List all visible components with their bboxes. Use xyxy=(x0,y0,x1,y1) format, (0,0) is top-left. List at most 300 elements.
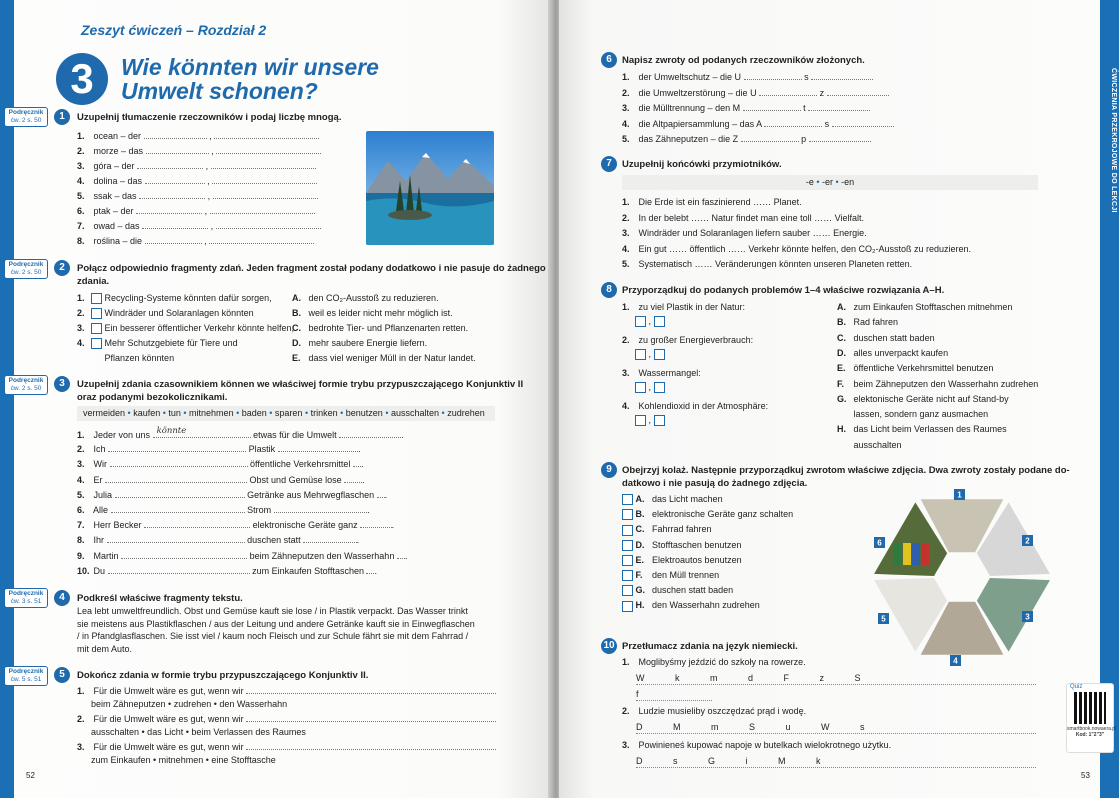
item-number: 3. xyxy=(622,740,630,750)
sentence: Die Erde ist ein faszinierend …… Planet. xyxy=(638,197,802,207)
answer-blank[interactable] xyxy=(209,235,314,244)
list-item xyxy=(622,554,742,566)
quiz-label: Quiz xyxy=(1070,684,1083,690)
answer-blank[interactable] xyxy=(397,550,405,559)
item-letter: C. xyxy=(292,323,301,333)
item-number: 2. xyxy=(622,212,630,223)
answer-blank[interactable] xyxy=(144,519,250,528)
photo-collage xyxy=(872,487,1052,667)
list-item: 7. Herr Becker elektronische Geräte ganz . xyxy=(77,520,395,531)
item-prompt: die Altpapiersammlung – das A xyxy=(638,118,762,129)
item-letter: A. xyxy=(837,302,846,312)
sentence-start: Für die Umwelt wäre es gut, wenn wir xyxy=(93,714,244,724)
solution-item xyxy=(837,316,898,328)
answer-blank[interactable] xyxy=(145,235,202,244)
item-letter: D. xyxy=(292,338,301,348)
item-prompt: góra – der xyxy=(93,161,135,171)
answer-checkbox[interactable] xyxy=(622,570,633,581)
sentence-subject: Ihr xyxy=(93,535,105,546)
sentence-subject: Du xyxy=(93,565,106,576)
ending-item: -er xyxy=(822,177,833,187)
item-number: 1. xyxy=(622,72,630,82)
item-number: 7. xyxy=(77,520,85,531)
answer-blank[interactable] xyxy=(137,160,203,169)
answer-checkbox[interactable] xyxy=(622,494,633,505)
bullet-separator: • xyxy=(833,177,842,187)
list-item: 3. góra – der , xyxy=(77,160,316,172)
item-number: 6. xyxy=(77,505,85,515)
photo-number: 5 xyxy=(881,614,886,624)
sentence-start: Pflanzen könnten xyxy=(104,353,175,363)
problem-text: zu viel Plastik in der Natur: xyxy=(638,302,746,312)
ending-item: -en xyxy=(841,177,855,187)
answer-blank[interactable] xyxy=(827,87,889,96)
answer-checkbox[interactable] xyxy=(654,415,665,426)
solution-item xyxy=(837,423,1007,435)
answer-blank[interactable] xyxy=(808,102,870,111)
item-number: 8. xyxy=(77,535,85,546)
word-bank-item: ausschalten xyxy=(390,408,440,418)
answer-blank[interactable] xyxy=(111,504,245,513)
list-item xyxy=(622,87,889,99)
answer-blank[interactable] xyxy=(832,118,894,127)
sentence-start: Recycling-Systeme könnten dafür sorgen, xyxy=(104,293,272,303)
solution-text: alles unverpackt kaufen xyxy=(853,347,949,358)
list-item xyxy=(77,352,174,364)
answer-blank[interactable] xyxy=(278,443,359,452)
answer-boxes: , xyxy=(635,348,665,360)
item-letter: F. xyxy=(635,570,643,580)
exercise-number: 1 xyxy=(54,109,70,125)
list-item: 6. ptak – der , xyxy=(77,205,315,217)
item-number: 6. xyxy=(77,206,85,216)
list-item xyxy=(77,322,294,334)
sentence: Ein gut …… öffentlich …… Verkehr könnte helfen, den CO₂-Ausstoß zu reduzieren. xyxy=(638,243,972,254)
answer-blank[interactable] xyxy=(115,489,245,498)
bullet-separator: • xyxy=(180,408,190,418)
sentence-rest: beim Zähneputzen den Wasserhahn xyxy=(249,550,395,561)
item-number: 2. xyxy=(77,308,85,318)
item-number: 1. xyxy=(622,197,630,207)
item-number: 1. xyxy=(77,430,85,440)
unit-number-badge: 3 xyxy=(56,53,108,105)
bullet-separator: • xyxy=(382,408,391,418)
item-number: 3. xyxy=(622,103,630,113)
quiz-qr-box[interactable] xyxy=(1066,683,1117,753)
letter-hint: s xyxy=(824,118,830,129)
item-prompt: morze – das xyxy=(93,146,144,156)
solution-text: öffentliche Verkehrsmittel benutzen xyxy=(853,363,994,374)
answer-checkbox[interactable] xyxy=(622,525,633,536)
polish-sentence: Moglibyśmy jeździć do szkoły na rowerze. xyxy=(638,657,806,667)
exercise-instruction: Połącz odpowiednio fragmenty zdań. Jeden fragment został podany dodatkowo i nie pasuje do żadnego xyxy=(77,263,546,274)
item-prompt: die Mülltrennung – den M xyxy=(638,103,741,113)
text-line: Lea lebt umweltfreundlich. Obst und Gemüse kauft sie lose / in Plastik verpackt. Das Wasser trinkt xyxy=(77,606,468,616)
sentence-start: Für die Umwelt wäre es gut, wenn wir xyxy=(93,686,244,696)
answer-blank[interactable] xyxy=(344,474,362,483)
answer-blank[interactable] xyxy=(110,458,248,467)
item-letter: G. xyxy=(635,585,646,596)
bullet-separator: • xyxy=(439,408,448,418)
exercise-number: 8 xyxy=(601,282,617,298)
answer-blank[interactable] xyxy=(216,220,321,229)
list-item xyxy=(77,292,272,304)
sentence-start: Windräder und Solaranlagen könnten xyxy=(104,308,254,318)
list-item xyxy=(622,243,971,255)
item-number: 2. xyxy=(622,87,630,98)
list-item xyxy=(77,741,496,753)
answer-boxes: , xyxy=(635,315,665,327)
handwritten-example: könnte xyxy=(156,426,187,436)
textbook-reference-tab: Podręcznik ćw. 5 s. 51 xyxy=(4,666,48,686)
word-bank-item: vermeiden xyxy=(83,408,126,418)
recycling-bin-icon xyxy=(894,543,902,565)
sentence-end: den CO₂-Ausstoß zu reduzieren. xyxy=(308,293,439,303)
item-letter: A. xyxy=(292,293,301,303)
solution-text: zum Einkaufen Stofftaschen mitnehmen xyxy=(853,302,1013,312)
polish-sentence: Powinieneś kupować napoje w butelkach wielokrotnego użytku. xyxy=(638,740,892,750)
list-item xyxy=(622,133,871,145)
answer-blank[interactable] xyxy=(759,87,817,96)
list-item xyxy=(622,739,891,751)
text-line: / in Pfandglasflaschen. Sie isst viel / kaum noch Fleisch und zur Schule fährt sie mit dem Fahrrad / xyxy=(77,631,469,641)
recycling-bin-icon xyxy=(912,543,920,565)
list-item xyxy=(622,656,806,668)
answer-blank[interactable] xyxy=(339,429,401,438)
list-item xyxy=(77,307,254,319)
answer-blank[interactable] xyxy=(360,519,392,528)
solution-item xyxy=(837,393,1009,405)
sentence: Windräder und Solaranlagen liefern sauber …… Energie. xyxy=(638,228,867,238)
answer-blank[interactable] xyxy=(210,205,315,214)
item-number: 2. xyxy=(77,146,85,156)
left-page xyxy=(0,0,553,798)
sentence-start: Ein besserer öffentlicher Verkehr könnte helfen, xyxy=(104,323,294,333)
item-letter: D. xyxy=(635,539,645,550)
letter-hint: p xyxy=(801,134,807,144)
letter-hint: z xyxy=(819,87,825,98)
list-item: 1. ocean – der , xyxy=(77,130,319,142)
list-item: 8. roślina – die , xyxy=(77,235,314,247)
list-item: 6. Alle Strom . xyxy=(77,505,370,515)
answer-blank[interactable] xyxy=(107,534,245,543)
solution-text: beim Zähneputzen den Wasserhahn zudrehen xyxy=(853,378,1039,389)
list-item xyxy=(622,705,806,717)
solution-text: elektonische Geräte nicht auf Stand-by xyxy=(853,393,1009,404)
list-item xyxy=(622,569,719,581)
sentence-rest: öffentliche Verkehrsmittel xyxy=(250,459,351,470)
quiz-code: Kod: 1"2"3" xyxy=(1075,732,1105,738)
list-item xyxy=(292,352,476,364)
exercise-instruction-cont: oraz podanymi bezokolicznikami. xyxy=(77,392,228,403)
answer-blank[interactable] xyxy=(108,565,250,574)
answer-blank[interactable] xyxy=(741,133,799,142)
exercise-instruction: Przetłumacz zdania na język niemiecki. xyxy=(622,641,798,652)
sentence-rest: Obst und Gemüse lose xyxy=(249,474,342,485)
letter-hints: D M m S u W s xyxy=(636,721,1036,734)
answer-checkbox[interactable] xyxy=(91,323,102,334)
item-number: 4. xyxy=(77,474,85,485)
sentence-subject: Er xyxy=(93,474,103,485)
solution-item xyxy=(837,378,1038,390)
lake-mountain-photo xyxy=(366,131,494,245)
phrase-text: Stofftaschen benutzen xyxy=(652,539,742,550)
solution-text: ausschalten xyxy=(853,439,902,450)
sentence-subject: Alle xyxy=(93,505,109,515)
list-item xyxy=(622,118,894,130)
answer-blank[interactable] xyxy=(211,160,316,169)
word-bank-item: benutzen xyxy=(345,408,383,418)
problem-item xyxy=(622,400,768,412)
answer-blank[interactable] xyxy=(743,102,801,111)
page-number: 53 xyxy=(1081,771,1090,780)
exercise-number: 5 xyxy=(54,667,70,683)
exercise-number: 2 xyxy=(54,260,70,276)
list-item xyxy=(292,307,453,319)
answer-blank[interactable] xyxy=(153,428,251,438)
answer-blank[interactable] xyxy=(366,565,374,574)
answer-blank[interactable] xyxy=(811,71,873,80)
quiz-site: smartbook.nowaera.pl xyxy=(1067,726,1117,732)
answer-blank[interactable] xyxy=(214,130,319,139)
answer-blank[interactable] xyxy=(105,474,247,483)
item-letter: G. xyxy=(837,393,847,404)
list-item xyxy=(77,713,496,725)
textbook-reference-tab: Podręcznik ćw. 2 s. 50 xyxy=(4,259,48,279)
answer-checkbox[interactable] xyxy=(91,308,102,319)
item-prompt: roślina – die xyxy=(93,236,143,246)
answer-checkbox[interactable] xyxy=(654,316,665,327)
item-letter: H. xyxy=(837,424,846,435)
answer-checkbox[interactable] xyxy=(654,349,665,360)
list-item xyxy=(77,685,496,697)
answer-blank[interactable] xyxy=(274,504,368,513)
answer-blank[interactable] xyxy=(146,145,209,154)
sentence-end: bedrohte Tier- und Pflanzenarten retten. xyxy=(308,323,469,333)
letter-hints: W k m d F z S xyxy=(636,672,1036,685)
answer-blank[interactable] xyxy=(136,205,202,214)
phrase-text: Fahrrad fahren xyxy=(652,524,712,535)
list-item: 7. owad – das , xyxy=(77,220,321,232)
sentence-rest: etwas für die Umwelt xyxy=(253,430,337,440)
phrase-text: den Wasserhahn zudrehen xyxy=(652,600,760,611)
item-prompt: das Zähneputzen – die Z xyxy=(638,134,739,144)
word-bank-item: sparen xyxy=(274,408,303,418)
list-item xyxy=(292,337,427,349)
textbook-reference-tab: Podręcznik ćw. 2 s. 50 xyxy=(4,375,48,395)
unit-title-line2: Umwelt schonen? xyxy=(121,78,318,104)
problem-text: zu großer Energieverbrauch: xyxy=(638,335,754,345)
answer-checkbox[interactable] xyxy=(622,601,633,612)
item-number: 8. xyxy=(77,236,85,246)
answer-blank[interactable] xyxy=(303,534,357,543)
item-number: 5. xyxy=(77,489,85,500)
list-item: 4. Er Obst und Gemüse lose . xyxy=(77,474,365,485)
answer-blank[interactable] xyxy=(246,741,496,750)
sentence-rest: Plastik xyxy=(248,444,276,455)
item-number: 5. xyxy=(622,259,630,269)
list-item xyxy=(622,212,864,224)
answer-blank[interactable] xyxy=(121,550,247,559)
answer-blank[interactable] xyxy=(144,130,207,139)
answer-checkbox[interactable] xyxy=(622,555,633,566)
item-number: 3. xyxy=(622,228,630,238)
item-prompt: ptak – der xyxy=(93,206,134,216)
solution-text: das Licht beim Verlassen des Raumes xyxy=(853,424,1007,435)
item-number: 4. xyxy=(622,401,630,411)
sentence-subject: Herr Becker xyxy=(93,520,142,531)
word-hints: zum Einkaufen • mitnehmen • eine Stofftasche xyxy=(91,755,276,765)
item-number: 2. xyxy=(77,444,85,455)
answer-blank[interactable] xyxy=(246,713,496,722)
bullet-separator: • xyxy=(266,408,275,418)
word-hints: beim Zähneputzen • zudrehen • den Wasserhahn xyxy=(91,699,288,709)
letter-hint: s xyxy=(804,72,809,82)
phrase-text: duschen statt baden xyxy=(652,585,734,596)
text-line: mit dem Auto. xyxy=(77,643,133,654)
answer-blank[interactable] xyxy=(108,443,246,452)
answer-blank[interactable] xyxy=(744,71,802,80)
item-number: 3. xyxy=(77,742,85,752)
exercise-instruction: Przyporządkuj do podanych problemów 1–4 właściwe rozwiązania A–H. xyxy=(622,285,945,296)
item-number: 2. xyxy=(622,706,630,716)
list-item xyxy=(622,539,741,551)
ending-bank xyxy=(622,175,1038,190)
word-bank-item: trinken xyxy=(310,408,338,418)
list-item: 1. Jeder von uns könnte etwas für die Umwelt . xyxy=(77,426,404,440)
sentence-start: Mehr Schutzgebiete für Tiere und xyxy=(104,338,238,348)
qr-code-icon xyxy=(1074,692,1106,724)
exercise-instruction-cont: datkowo i nie pasują do żadnego zdjęcia. xyxy=(622,478,808,489)
problem-text: Kohlendioxid in der Atmosphäre: xyxy=(638,401,769,411)
item-letter: A. xyxy=(635,494,645,504)
sentence-rest: Getränke aus Mehrwegflaschen xyxy=(247,489,375,500)
item-letter: F. xyxy=(837,378,845,389)
answer-blank[interactable] xyxy=(353,458,361,467)
photo-number: 1 xyxy=(957,490,962,500)
item-number: 3. xyxy=(77,161,85,171)
answer-blank[interactable] xyxy=(212,175,317,184)
phrase-text: das Licht machen xyxy=(652,494,723,504)
phrase-text: Elektroautos benutzen xyxy=(652,554,742,565)
sentence-rest: Strom xyxy=(247,505,272,515)
sentence: Systematisch …… Veränderungen könnten unseren Planeten retten. xyxy=(638,259,913,269)
word-bank-item: zudrehen xyxy=(447,408,485,418)
sentence-end: mehr saubere Energie liefern. xyxy=(308,338,428,348)
list-item xyxy=(622,599,760,611)
list-item xyxy=(622,523,712,535)
list-item: 3. Wir öffentliche Verkehrsmittel . xyxy=(77,459,364,470)
answer-blank[interactable] xyxy=(142,220,208,229)
item-number: 2. xyxy=(622,335,630,345)
list-item xyxy=(77,337,238,349)
item-letter: E. xyxy=(635,554,645,565)
exercise-instruction: Podkreśl właściwe fragmenty tekstu. xyxy=(77,593,243,604)
answer-checkbox[interactable] xyxy=(622,509,633,520)
answer-blank[interactable] xyxy=(764,118,822,127)
answer-blank[interactable] xyxy=(145,175,205,184)
answer-checkbox[interactable] xyxy=(622,540,633,551)
item-letter: C. xyxy=(837,332,846,343)
item-number: 1. xyxy=(77,293,85,303)
bullet-separator: • xyxy=(813,177,822,187)
answer-checkbox[interactable] xyxy=(654,382,665,393)
item-number: 4. xyxy=(622,243,630,254)
exercise-number: 7 xyxy=(601,156,617,172)
list-item xyxy=(622,71,873,83)
answer-checkbox[interactable] xyxy=(635,415,646,426)
word-bank-item: baden xyxy=(241,408,267,418)
sentence-subject: Jeder von uns xyxy=(93,430,151,440)
list-item xyxy=(292,292,439,304)
exercise-instruction: Uzupełnij tłumaczenie rzeczowników i podaj liczbę mnogą. xyxy=(77,112,342,123)
item-letter: C. xyxy=(635,524,645,535)
list-item: 10. Du zum Einkaufen Stofftaschen . xyxy=(77,565,377,576)
problem-item xyxy=(622,367,701,379)
item-number: 5. xyxy=(622,134,630,144)
list-item: 5. Julia Getränke aus Mehrwegflaschen . xyxy=(77,489,388,500)
phrase-text: den Müll trennen xyxy=(652,570,720,580)
list-item xyxy=(622,493,723,505)
problem-item xyxy=(622,334,753,346)
answer-checkbox[interactable] xyxy=(622,585,633,596)
list-item: 2. morze – das , xyxy=(77,145,321,157)
sentence-rest: zum Einkaufen Stofftaschen xyxy=(252,565,364,576)
item-letter: B. xyxy=(635,509,645,520)
exercise-number: 10 xyxy=(601,638,617,654)
answer-blank[interactable] xyxy=(246,685,496,694)
solution-item xyxy=(837,347,948,359)
item-number: 3. xyxy=(77,323,85,333)
list-item: 5. ssak – das , xyxy=(77,190,318,202)
exercise-instruction-cont: zdania. xyxy=(77,276,110,287)
list-item: 9. Martin beim Zähneputzen den Wasserhahn . xyxy=(77,550,408,561)
answer-checkbox[interactable] xyxy=(91,293,102,304)
word-bank-item: tun xyxy=(168,408,181,418)
letter-hint: t xyxy=(803,103,806,113)
solution-item xyxy=(837,301,1012,313)
word-hints: ausschalten • das Licht • beim Verlassen des Raumes xyxy=(91,727,306,737)
word-bank xyxy=(77,406,495,421)
textbook-reference-tab: Podręcznik ćw. 2 s. 50 xyxy=(4,107,48,127)
answer-blank[interactable] xyxy=(377,489,385,498)
answer-checkbox[interactable] xyxy=(635,316,646,327)
list-item xyxy=(622,102,870,114)
answer-blank[interactable] xyxy=(213,190,318,199)
answer-blank[interactable] xyxy=(139,190,205,199)
solution-item xyxy=(837,408,988,420)
right-page xyxy=(559,0,1119,798)
answer-checkbox[interactable] xyxy=(635,382,646,393)
chapter-label: Zeszyt ćwiczeń – Rozdział 2 xyxy=(81,22,267,38)
answer-blank[interactable] xyxy=(809,133,871,142)
answer-blank[interactable] xyxy=(216,145,321,154)
answer-checkbox[interactable] xyxy=(635,349,646,360)
recycling-bin-icon xyxy=(903,543,911,565)
item-number: 1. xyxy=(622,302,630,312)
answer-checkbox[interactable] xyxy=(91,338,102,349)
item-letter: E. xyxy=(292,353,301,363)
exercise-instruction: Uzupełnij końcówki przymiotników. xyxy=(622,159,782,170)
list-item: 8. Ihr duschen statt . xyxy=(77,535,360,546)
exercise-number: 3 xyxy=(54,376,70,392)
list-item xyxy=(622,227,867,239)
sentence-end: weil es leider nicht mehr möglich ist. xyxy=(308,308,453,318)
item-letter: D. xyxy=(837,347,846,358)
item-number: 4. xyxy=(77,338,85,348)
text-line: sie meistens aus Plastikflaschen / aus der Leitung und andere Getränke kauft sie in Einwegflaschen xyxy=(77,618,475,629)
solution-item xyxy=(837,362,993,374)
